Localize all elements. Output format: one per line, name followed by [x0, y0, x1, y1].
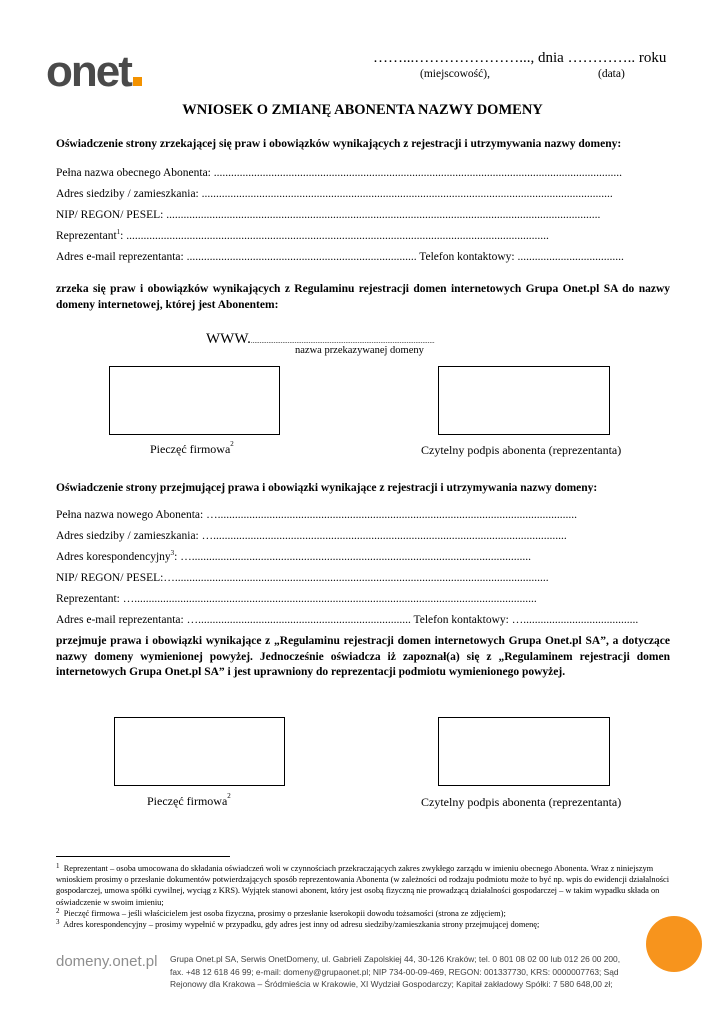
- company-line: Grupa Onet.pl SA, Serwis OnetDomeny, ul. Gabrieli Zapolskiej 44, 30-126 Kraków; tel. 0 801 08 02 00 lub 012 26 00 200,: [170, 954, 621, 964]
- field-new-holder-nip[interactable]: [56, 572, 549, 584]
- stamp-box[interactable]: [109, 366, 280, 435]
- field-fill: …...........................................................................................................................: [198, 530, 567, 542]
- stamp-caption: [147, 794, 231, 809]
- signature-box[interactable]: [438, 717, 610, 786]
- field-fill: ..............................................................................................................................................: [210, 167, 622, 179]
- section1-heading: Oświadczenie strony zrzekającej się praw i obowiązków wynikających z rejestracji i utrzymywania nazwy domeny:: [56, 138, 622, 150]
- field-current-rep-email-phone[interactable]: [56, 251, 624, 263]
- field-fill: : ...................................................................................................................................................: [120, 230, 549, 242]
- footnote-text: Reprezentant – osoba umocowana do składania oświadczeń woli w czynnościach przekraczających zakres zwykłego zarządu w imieniu obecnego Abonenta. Wraz z niniejszym wnioskiem prosimy o przesłanie dokumentów potwierdzających sposób reprezentowania Abonenta (w zależności od rodzaju podmiotu może to być np. wpis do ewidencji działalności gospodarczej, umowa spółki cywilnej, wyciąg z KRS). Wyjątek stanowi abonent, który jest osobą fizyczną nie prowadzącą działalności gospodarczej – w takim wypadku składa on oświadczenie w swoim imieniu;: [56, 864, 670, 907]
- footnote-ref: 2: [230, 440, 234, 448]
- signature-box[interactable]: [438, 366, 610, 435]
- footnotes: [56, 863, 670, 930]
- field-current-holder-address[interactable]: [56, 188, 613, 200]
- field-current-representative[interactable]: [56, 230, 549, 242]
- footnote-num: 1: [56, 862, 60, 870]
- www-prefix: WWW.: [206, 331, 251, 347]
- field-current-holder-name[interactable]: [56, 167, 622, 179]
- field-label: NIP/ REGON/ PESEL:: [56, 572, 164, 584]
- field-label: Adres siedziby / zamieszkania:: [56, 530, 199, 542]
- footnote-num: 2: [56, 906, 60, 915]
- onet-logo: [46, 47, 142, 96]
- domain-fill: .........................................................................................................: [250, 337, 435, 345]
- logo-text: onet: [46, 47, 131, 96]
- place-label: (miejscowość),: [420, 68, 490, 80]
- footnote-2: [56, 908, 670, 919]
- field-new-representative[interactable]: [56, 593, 537, 605]
- stamp-label: Pieczęć firmowa: [150, 442, 231, 456]
- domain-logo: domeny.onet.pl: [56, 953, 158, 970]
- footnote-text: Adres korespondencyjny – prosimy wypełnić w przypadku, gdy adres jest inny od adresu siedziby/zamieszkania strony przejmującej domenę;: [63, 920, 540, 930]
- field-new-holder-name[interactable]: [56, 509, 577, 521]
- field-label: Pełna nazwa nowego Abonenta:: [56, 509, 204, 521]
- stamp-caption: [150, 442, 234, 457]
- company-info: [170, 953, 650, 991]
- section1-statement: zrzeka się praw i obowiązków wynikających z Regulaminu rejestracji domen internetowych Grupa Onet.pl SA do nazwy domeny internetowej, której jest Abonentem:: [56, 283, 670, 311]
- field-label: Pełna nazwa obecnego Abonenta:: [56, 167, 211, 179]
- section2-heading: Oświadczenie strony przejmującej prawa i obowiązki wynikające z rejestracji i utrzymywania nazwy domeny:: [56, 482, 598, 494]
- field-fill: ...............................................................................................................................................: [198, 188, 613, 200]
- footnote-ref: 1: [116, 228, 121, 236]
- field-new-holder-address[interactable]: [56, 530, 567, 542]
- field-label: NIP/ REGON/ PESEL:: [56, 209, 164, 221]
- field-fill: : …......................................................................................................................: [174, 551, 531, 563]
- field-fill: .......................................................................................................................................................: [163, 209, 601, 221]
- stamp-label: Pieczęć firmowa: [147, 794, 228, 808]
- field-fill: ….......................................................................... Telefon kontaktowy: …........................................: [183, 614, 639, 626]
- field-label: Adres siedziby / zamieszkania:: [56, 188, 199, 200]
- field-new-holder-correspondence[interactable]: [56, 551, 531, 563]
- page-title: WNIOSEK O ZMIANĘ ABONENTA NAZWY DOMENY: [182, 102, 543, 118]
- field-fill: …..................................................................................................................................: [163, 572, 549, 584]
- footnote-text: Pieczęć firmowa – jeśli właścicielem jest osoba fizyczna, prosimy o przesłanie kserokopii dowodu tożsamości (strona ze zdjęciem);: [63, 908, 506, 918]
- footnote-1: [56, 863, 670, 908]
- signature-caption: Czytelny podpis abonenta (reprezentanta): [421, 795, 622, 809]
- date-label: (data): [598, 68, 625, 80]
- field-label: Reprezentant: [56, 230, 117, 242]
- logo-dot: [133, 77, 142, 86]
- company-line: Rejonowy dla Krakowa – Śródmieścia w Krakowie, XI Wydział Gospodarczy; Kapitał zakładowy Spółki: 7 580 648,00 zł;: [170, 979, 613, 990]
- footnote-divider: [56, 856, 230, 857]
- footnote-num: 3: [56, 918, 60, 927]
- orange-accent-circle: [646, 916, 702, 972]
- footnote-ref: 3: [170, 549, 175, 557]
- footnote-3: [56, 919, 670, 930]
- field-fill: ….............................................................................................................................: [203, 509, 577, 521]
- domain-caption: nazwa przekazywanej domeny: [295, 345, 424, 356]
- company-line: fax. +48 12 618 46 99; e-mail: domeny@grupaonet.pl; NIP 734-00-09-469, REGON: 001337730, KRS: 0000007763; Sąd: [170, 966, 619, 977]
- section2-statement: przejmuje prawa i obowiązki wynikające z „Regulaminu rejestracji domen internetowych Grupa Onet.pl SA”, a dotyczące nazwy domeny wymienionej powyżej. Jednocześnie oświadcza iż zapoznał(a) się z „Regulaminem rejestracji domen internetowych Grupa Onet.pl SA” i jest uprawniony do reprezentacji podmiotu wymienionego powyżej.: [56, 635, 670, 678]
- field-fill: …............................................................................................................................................: [119, 593, 537, 605]
- field-label: Adres e-mail reprezentanta:: [56, 251, 184, 263]
- field-label: Reprezentant:: [56, 593, 120, 605]
- field-new-rep-email-phone[interactable]: [56, 614, 638, 626]
- stamp-box[interactable]: [114, 717, 285, 786]
- field-label: Adres e-mail reprezentanta:: [56, 614, 184, 626]
- signature-caption: Czytelny podpis abonenta (reprezentanta): [421, 443, 622, 457]
- footnote-ref: 2: [227, 792, 231, 800]
- place-date-line: ……...…………………..., dnia ………….. roku: [373, 50, 667, 66]
- field-current-holder-nip[interactable]: [56, 209, 600, 221]
- field-fill: ................................................................................ Telefon kontaktowy: .....................................: [183, 251, 624, 263]
- field-label: Adres korespondencyjny: [56, 551, 171, 563]
